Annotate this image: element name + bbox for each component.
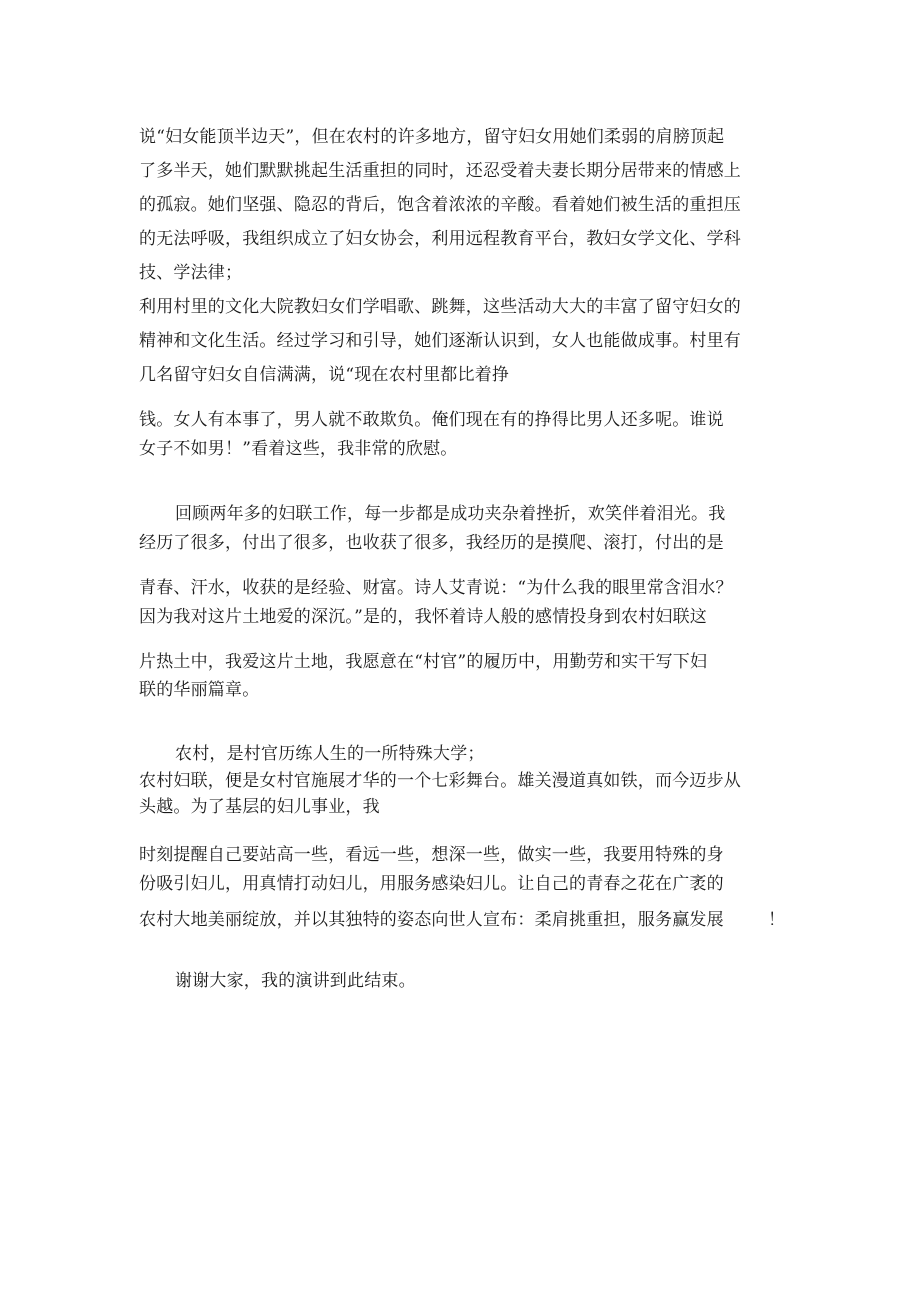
text-line: 片热土中，我爱这片土地，我愿意在“村官”的履历中，用勤劳和实干写下妇 [139, 652, 708, 672]
text-line: 农村大地美丽绽放，并以其独特的姿态向世人宣布：柔肩挑重担，服务赢发展 [139, 910, 724, 930]
text-line: 因为我对这片土地爱的深沉。”是的，我怀着诗人般的感情投身到农村妇联这 [139, 607, 707, 627]
text-line: 说“妇女能顶半边天”，但在农村的许多地方，留守妇女用她们柔弱的肩膀顶起 [139, 127, 725, 147]
paragraph-start-line: 回顾两年多的妇联工作，每一步都是成功夹杂着挫折，欢笑伴着泪光。我 [175, 504, 726, 524]
text-line: 经历了很多，付出了很多，也收获了很多，我经历的是摸爬、滚打，付出的是 [139, 533, 724, 553]
text-line: 头越。为了基层的妇儿事业，我 [139, 797, 380, 817]
text-line: 联的华丽篇章。 [139, 680, 260, 700]
text-line: 时刻提醒自己要站高一些，看远一些，想深一些，做实一些，我要用特殊的身 [139, 845, 724, 865]
text-line: 了多半天，她们默默挑起生活重担的同时，还忍受着夫妻长期分居带来的情感上 [139, 161, 741, 181]
text-line: 的无法呼吸，我组织成立了妇女协会，利用远程教育平台，教妇女学文化、学科 [139, 229, 741, 249]
text-line: 技、学法律； [139, 263, 243, 283]
text-line: 的孤寂。她们坚强、隐忍的背后，饱含着浓浓的辛酸。看着她们被生活的重担压 [139, 195, 741, 215]
text-line: 青春、汗水，收获的是经验、财富。诗人艾青说：“为什么我的眼里常含泪水？ [139, 578, 733, 598]
text-line: 农村妇联，便是女村官施展才华的一个七彩舞台。雄关漫道真如铁，而今迈步从 [139, 771, 741, 791]
exclamation-mark: ！ [768, 910, 785, 930]
text-line: 利用村里的文化大院教妇女们学唱歌、跳舞，这些活动大大的丰富了留守妇女的 [139, 297, 741, 317]
text-line: 女子不如男！”看着这些，我非常的欣慰。 [139, 439, 458, 459]
paragraph-start-line: 农村，是村官历练人生的一所特殊大学； [175, 744, 485, 764]
closing-line: 谢谢大家，我的演讲到此结束。 [175, 971, 416, 991]
text-line: 份吸引妇儿，用真情打动妇儿，用服务感染妇儿。让自己的青春之花在广袤的 [139, 874, 724, 894]
text-line: 精神和文化生活。经过学习和引导，她们逐渐认识到，女人也能做成事。村里有 [139, 331, 741, 351]
text-line: 几名留守妇女自信满满，说“现在农村里都比着挣 [139, 365, 510, 385]
text-line: 钱。女人有本事了，男人就不敢欺负。俺们现在有的挣得比男人还多呢。谁说 [139, 410, 724, 430]
